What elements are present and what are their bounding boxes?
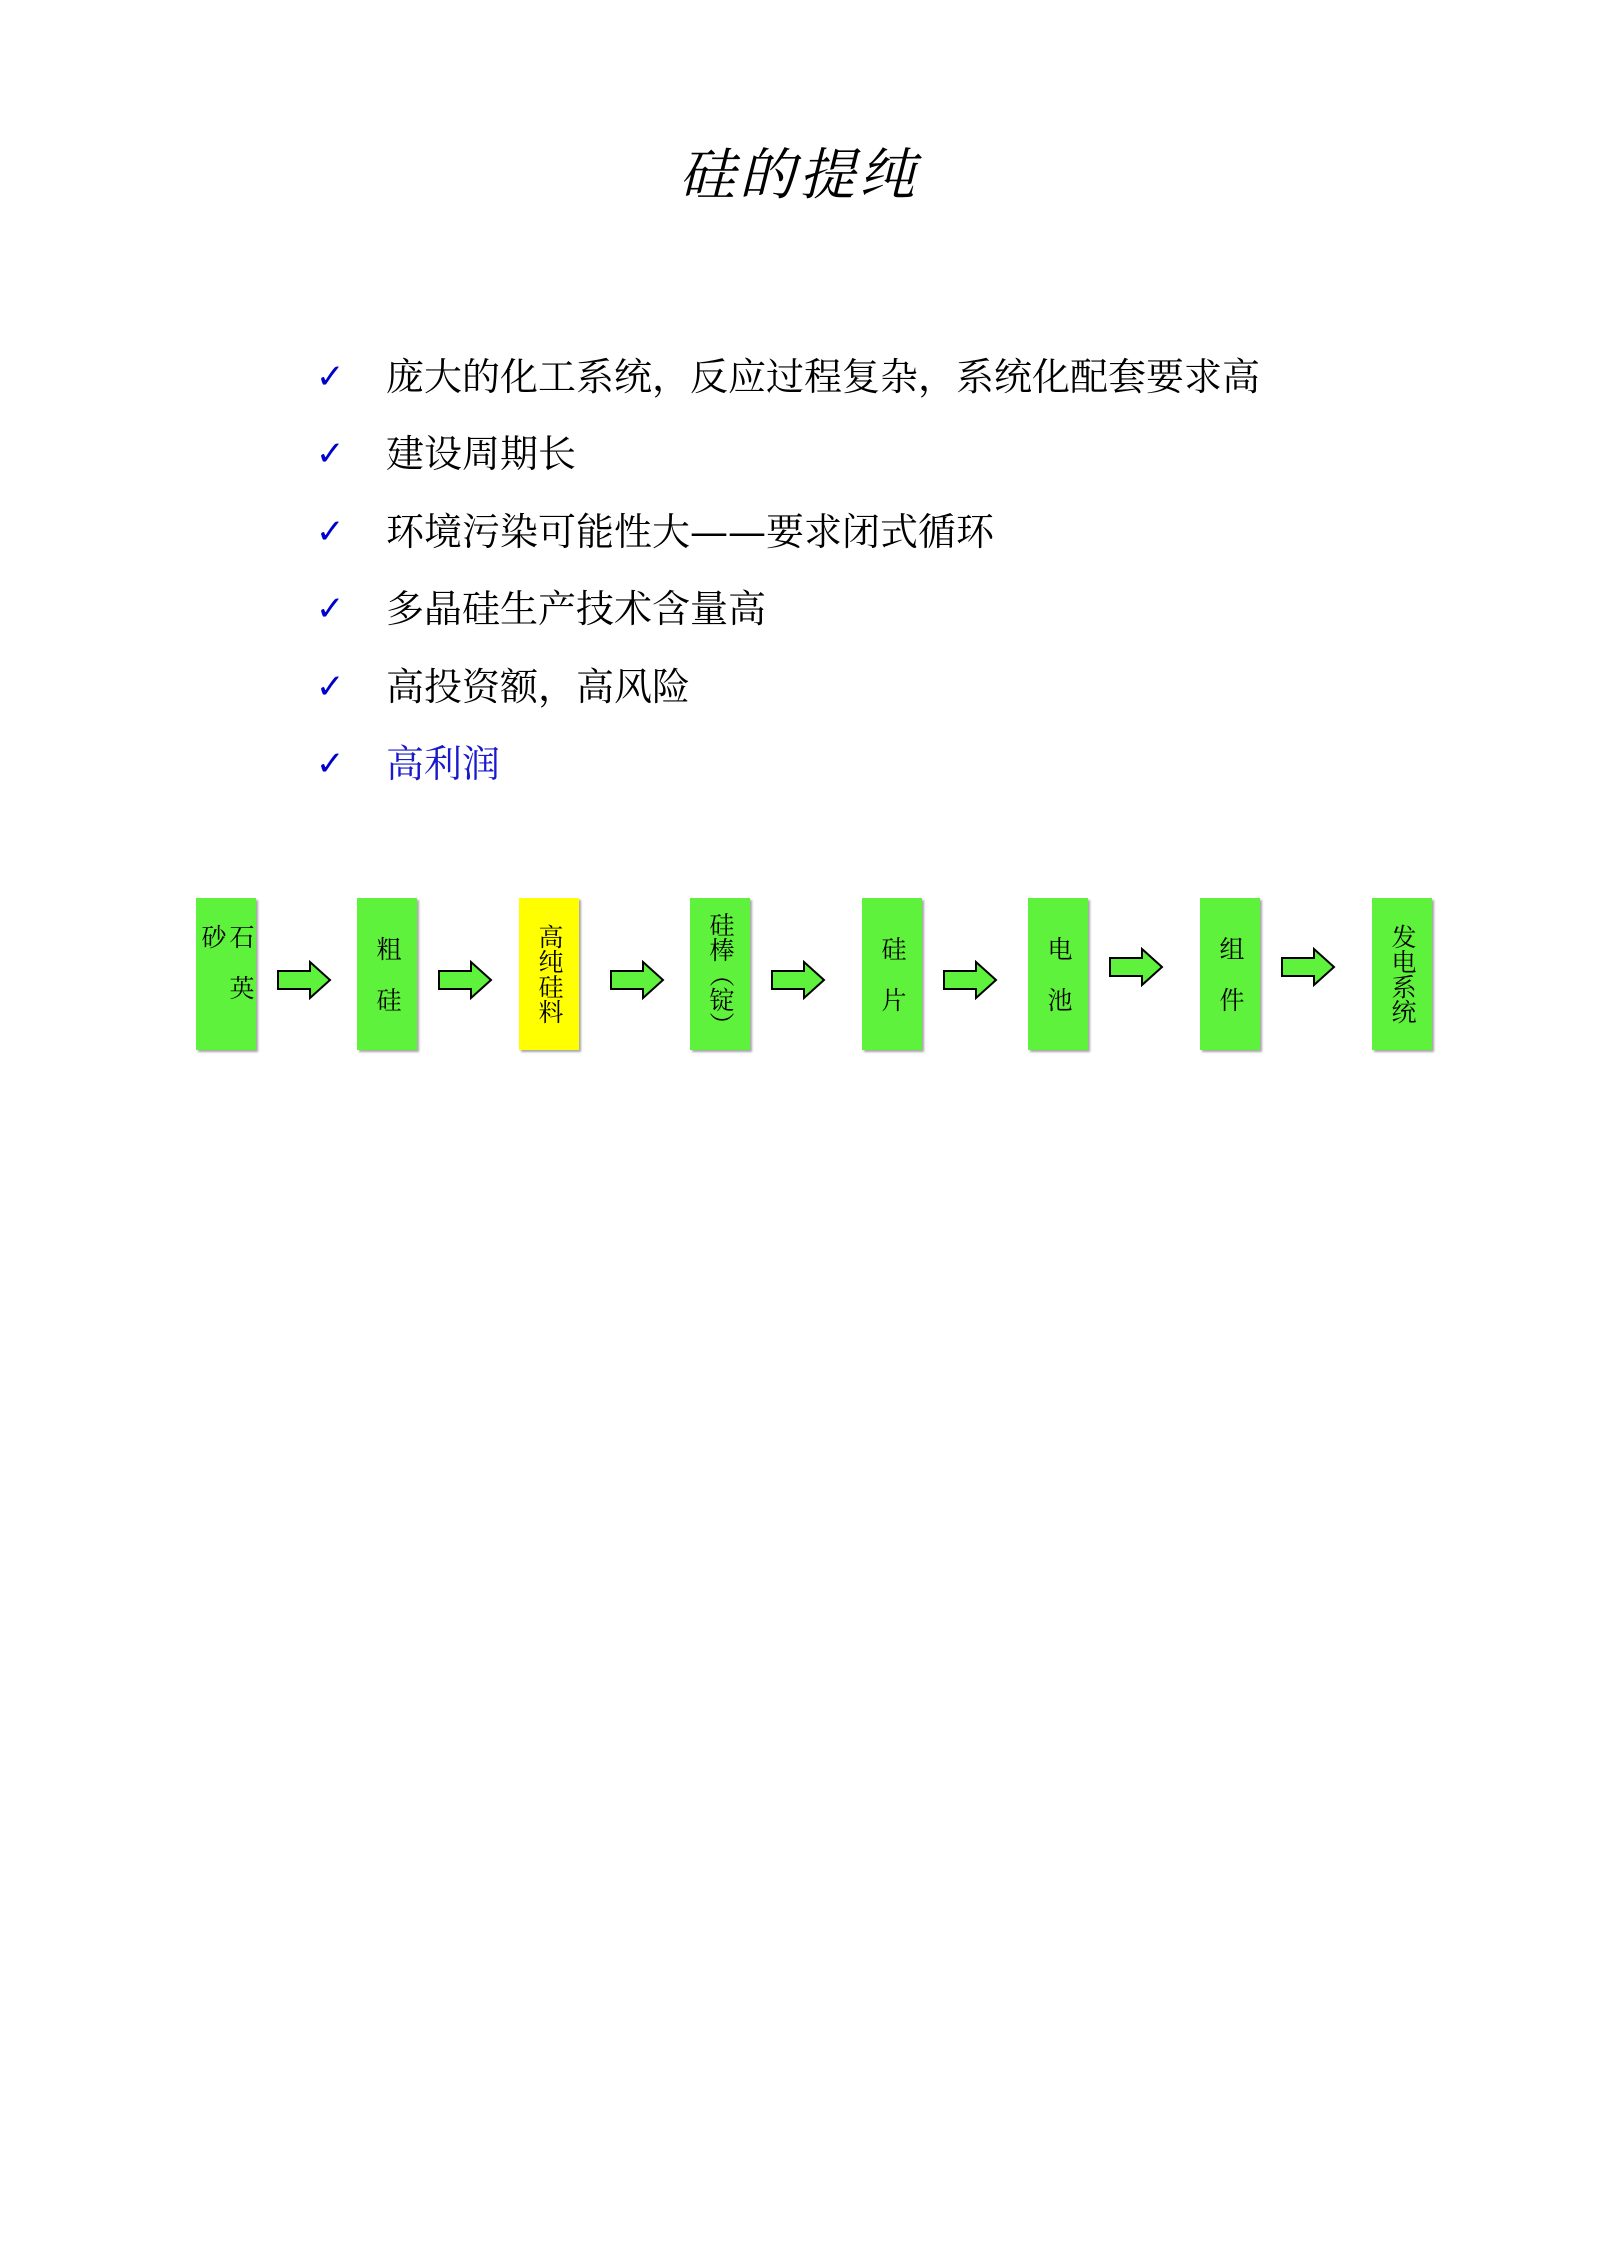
flow-step-label: 硅片 bbox=[878, 936, 907, 1038]
flow-step-box bbox=[690, 898, 750, 1050]
flow-step-label: 硅棒（锭） bbox=[706, 911, 735, 1037]
flow-step-label: 石英砂 bbox=[198, 924, 255, 1026]
right-arrow-icon bbox=[1280, 947, 1336, 987]
page-title: 硅的提纯 bbox=[679, 143, 919, 208]
right-arrow-icon bbox=[1108, 947, 1164, 987]
flow-step-label: 发电系统 bbox=[1388, 924, 1417, 1024]
checkmark-icon: ✓ bbox=[316, 589, 345, 630]
right-arrow-icon bbox=[609, 960, 665, 1000]
flow-step-box bbox=[1028, 898, 1088, 1050]
process-flow-diagram bbox=[0, 0, 1598, 1100]
flow-step-box bbox=[1200, 898, 1260, 1050]
flow-step-box bbox=[357, 898, 417, 1050]
bullet-text: 高利润 bbox=[386, 742, 501, 787]
checkmark-icon: ✓ bbox=[316, 434, 345, 475]
bullet-text: 环境污染可能性大——要求闭式循环 bbox=[386, 509, 995, 554]
right-arrow-icon bbox=[276, 960, 332, 1000]
checkmark-icon: ✓ bbox=[316, 744, 345, 785]
flow-step-label: 电池 bbox=[1044, 936, 1073, 1038]
bullet-text: 建设周期长 bbox=[386, 432, 577, 477]
bullet-text: 庞大的化工系统，反应过程复杂，系统化配套要求高 bbox=[386, 354, 1261, 399]
checkmark-icon: ✓ bbox=[316, 511, 345, 552]
flow-step-box bbox=[519, 898, 579, 1050]
flow-step-box bbox=[1372, 898, 1432, 1050]
flow-step-label: 粗硅 bbox=[373, 936, 402, 1038]
flow-step-box bbox=[196, 898, 256, 1050]
checkmark-icon: ✓ bbox=[316, 356, 345, 397]
right-arrow-icon bbox=[437, 960, 493, 1000]
right-arrow-icon bbox=[942, 960, 998, 1000]
flow-step-box bbox=[862, 898, 922, 1050]
flow-step-label: 高纯硅料 bbox=[535, 924, 564, 1024]
bullet-text: 多晶硅生产技术含量高 bbox=[386, 587, 767, 632]
flow-step-label: 组件 bbox=[1216, 936, 1245, 1038]
bullet-text: 高投资额，高风险 bbox=[386, 664, 691, 709]
checkmark-icon: ✓ bbox=[316, 666, 345, 707]
right-arrow-icon bbox=[770, 960, 826, 1000]
